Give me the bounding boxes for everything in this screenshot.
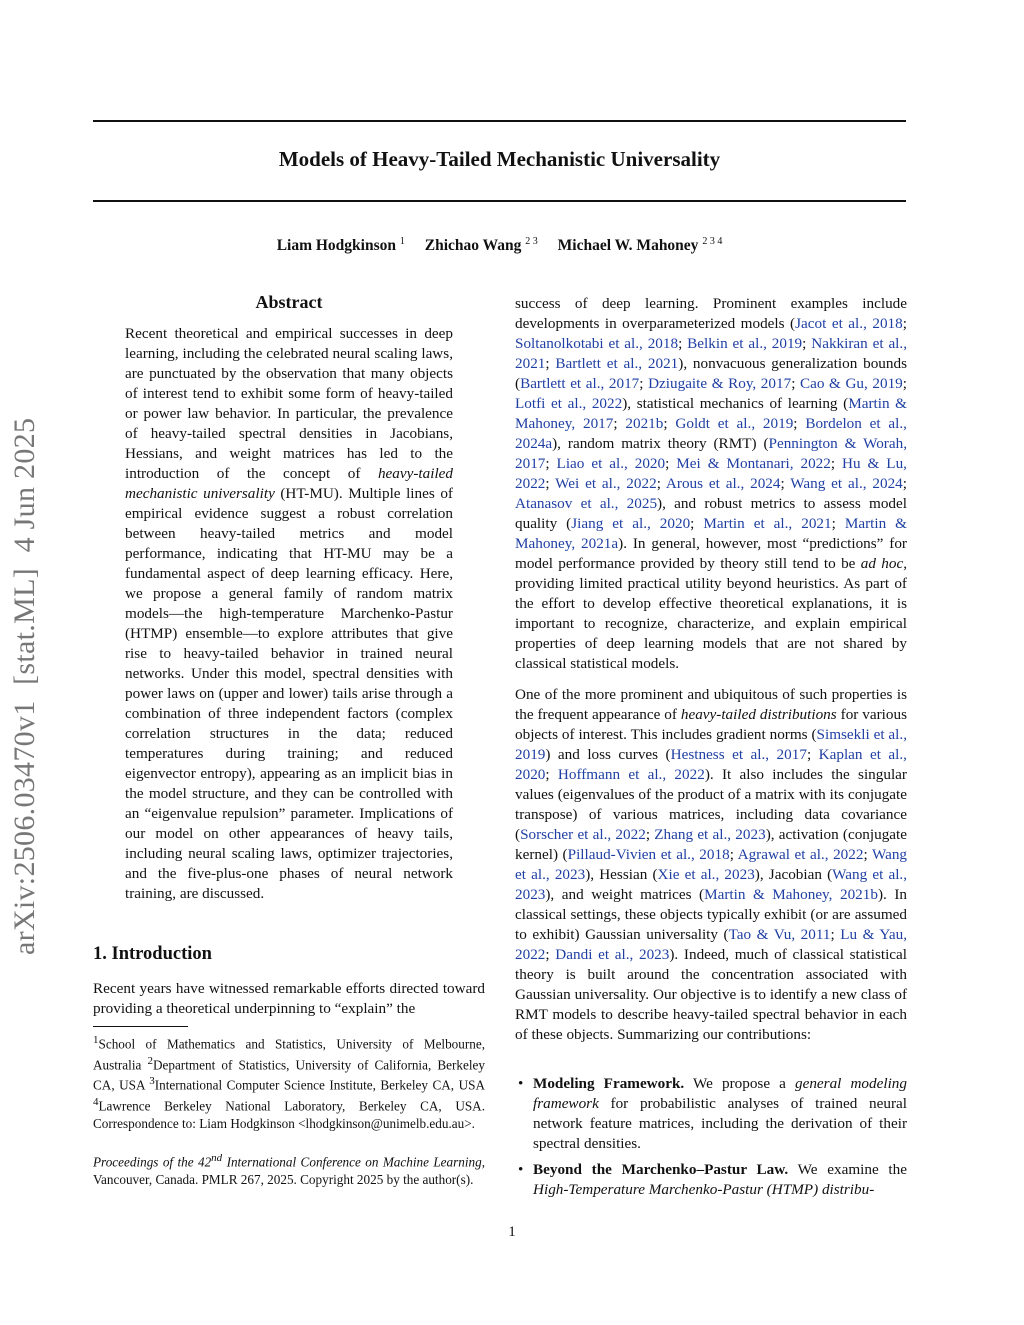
list-item: • Beyond the Marchenko–Pastur Law. We examine the High-Temperature Marchenko-Pastur (HTMP) distribu- xyxy=(518,1161,907,1198)
citation-link[interactable]: Tao & Vu, 2011 xyxy=(728,926,831,943)
footnote-rule xyxy=(93,1026,188,1027)
citation-link[interactable]: Martin & Mahoney, 2021b xyxy=(704,886,878,903)
citation-link[interactable]: Belkin et al., 2019 xyxy=(687,335,803,352)
affiliation-footnote: $^1$School of Mathematics and Statistics, University of Melbourne, Australia $^2$Department of Statistics, University of California, Berkeley CA, USA $^3$International Computer Science Institute, Berkeley CA, USA $^4$Lawrence Berkeley National Laboratory, Berkeley CA, USA. Correspondence to: Liam Hodgkinson <lhodgkinson@unimelb.edu.au>. xyxy=(93,1034,485,1131)
author-affiliation: 2 3 4 xyxy=(702,236,723,247)
citation-link[interactable]: 2021b xyxy=(625,415,664,432)
page-number: 1 xyxy=(508,1224,516,1240)
citation-link[interactable]: Wang et al., 2023 xyxy=(515,846,908,883)
citation-link[interactable]: Bordelon et al., 2024a xyxy=(515,415,907,452)
citation-link[interactable]: Xie et al., 2023 xyxy=(657,866,755,883)
citation-link[interactable]: Hu & Lu, 2022 xyxy=(515,455,907,492)
intro-paragraph: Recent years have witnessed remarkable efforts directed toward providing a theoretical underpinning to “explain” the xyxy=(93,980,485,1017)
citation-link[interactable]: Dziugaite & Roy, 2017 xyxy=(648,375,792,392)
title-rule-top xyxy=(93,120,906,122)
bullet-glyph: • xyxy=(518,1075,524,1092)
citation-link[interactable]: Martin & Mahoney, 2021a xyxy=(515,515,907,552)
citation-link[interactable]: Martin et al., 2021 xyxy=(703,515,832,532)
proceedings-note: Proceedings of the 42nd International Conference on Machine Learning, Vancouver, Canada. PMLR 267, 2025. Copyright 2025 by the author(s). xyxy=(93,1152,485,1187)
citation-link[interactable]: Bartlett et al., 2021 xyxy=(555,355,679,372)
author: Zhichao Wang $^{2 3}$ xyxy=(424,236,538,255)
abstract-text: Recent theoretical and empirical successes in deep learning, including the celebrated neural scaling laws, are punctuated by the observation that many objects of interest tend to exhibit some form of heavy-tailed or power law behavior. In particular, the prevalence of heavy-tailed spectral densities in Jacobians, Hessians, and weight matrices has led to the introduction of the concept of heavy-tailed mechanistic universality (HT-MU). Multiple lines of empirical evidence suggest a robust correlation between heavy-tailed metrics and model performance, indicating that HT-MU may be a fundamental aspect of deep learning efficacy. Here, we propose a general family of random matrix models—the high-temperature Marchenko-Pastur (HTMP) ensemble—to explore attributes that give rise to heavy-tailed behavior in trained neural networks. Under this model, spectral densities with power laws on (upper and lower) tails arise through a combination of three independent factors (complex correlation structures in the data; reduced temperatures during training; and reduced eigenvector entropy), appearing as an implicit bias in the model structure, and they can be controlled with an “eigenvalue repulsion” parameter. Implications of our model on other appearances of heavy tails, including neural scaling laws, optimizer trajectories, and the five-plus-one phases of neural network training, are discussed. xyxy=(125,325,453,902)
bullet-glyph: • xyxy=(518,1161,524,1178)
citation-link[interactable]: Hoffmann et al., 2022 xyxy=(557,766,705,783)
citation-link[interactable]: Pillaud-Vivien et al., 2018 xyxy=(567,846,730,863)
citation-link[interactable]: Jacot et al., 2018 xyxy=(795,315,903,332)
contributions-list xyxy=(515,1074,907,1206)
citation-link[interactable]: Bartlett et al., 2017 xyxy=(520,375,640,392)
citation-link[interactable]: Atanasov et al., 2025 xyxy=(515,495,658,512)
citation-link[interactable]: Simsekli et al., 2019 xyxy=(515,726,907,763)
citation-link[interactable]: Wei et al., 2022 xyxy=(555,475,657,492)
citation-link[interactable]: Sorscher et al., 2022 xyxy=(520,826,646,843)
author-affiliation: 2 3 xyxy=(525,236,538,247)
citation-link[interactable]: Martin & Mahoney, 2017 xyxy=(515,395,907,432)
citation-link[interactable]: Cao & Gu, 2019 xyxy=(800,375,903,392)
section-heading-introduction: 1. Introduction xyxy=(93,944,212,964)
citation-link[interactable]: Wang et al., 2024 xyxy=(790,475,903,492)
citation-link[interactable]: Arous et al., 2024 xyxy=(665,475,781,492)
title-rule-bottom xyxy=(93,200,906,202)
author-affiliation: 1 xyxy=(399,236,405,247)
citation-link[interactable]: Liao et al., 2020 xyxy=(556,455,666,472)
author-list xyxy=(93,236,906,255)
citation-link[interactable]: Agrawal et al., 2022 xyxy=(737,846,864,863)
citation-link[interactable]: Lotfi et al., 2022 xyxy=(515,395,623,412)
citation-link[interactable]: Zhang et al., 2023 xyxy=(654,826,766,843)
intro-paragraph-right-1: success of deep learning. Prominent examples include developments in overparameterized models (Jacot et al., 2018; Soltanolkotabi et al., 2018; Belkin et al., 2019; Nakkiran et al., 2021; Bartlett et al., 2021), nonvacuous generalization bounds (Bartlett et al., 2017; Dziugaite & Roy, 2017; Cao & Gu, 2019; Lotfi et al., 2022), statistical mechanics of learning (Martin & Mahoney, 2017; 2021b; Goldt et al., 2019; Bordelon et al., 2024a), random matrix theory (RMT) (Pennington & Worah, 2017; Liao et al., 2020; Mei & Montanari, 2022; Hu & Lu, 2022; Wei et al., 2022; Arous et al., 2024; Wang et al., 2024; Atanasov et al., 2025), and robust metrics to assess model quality (Jiang et al., 2020; Martin et al., 2021; Martin & Mahoney, 2021a). In general, however, most “predictions” for model performance provided by theory still tend to be ad hoc, providing limited practical utility beyond heuristics. As part of the effort to develop effective theoretical explanations, it is important to recognize, characterize, and explain empirical properties of deep learning models that are not shared by classical statistical models. xyxy=(515,295,907,672)
citation-link[interactable]: Nakkiran et al., 2021 xyxy=(515,335,907,372)
intro-paragraph-right-2: One of the more prominent and ubiquitous of such properties is the frequent appearance of heavy-tailed distributions for various objects of interest. This includes gradient norms (Simsekli et al., 2019) and loss curves (Hestness et al., 2017; Kaplan et al., 2020; Hoffmann et al., 2022). It also includes the singular values (eigenvalues of the product of a matrix with its conjugate transpose) of various matrices, including data covariance (Sorscher et al., 2022; Zhang et al., 2023), activation (conjugate kernel) (Pillaud-Vivien et al., 2018; Agrawal et al., 2022; Wang et al., 2023), Hessian (Xie et al., 2023), Jacobian (Wang et al., 2023), and weight matrices (Martin & Mahoney, 2021b). In classical settings, these objects typically exhibit (or are assumed to exhibit) Gaussian universality (Tao & Vu, 2011; Lu & Yau, 2022; Dandi et al., 2023). Indeed, much of classical statistical theory is built around the concentration associated with Gaussian universality. Our objective is to identify a new class of RMT models to describe heavy-tailed spectral behavior in each of these objects. Summarizing our contributions: xyxy=(515,686,908,1043)
author: Michael W. Mahoney $^{2 3 4}$ xyxy=(557,236,723,255)
author: Liam Hodgkinson $^1$ xyxy=(276,236,405,255)
citation-link[interactable]: Soltanolkotabi et al., 2018 xyxy=(515,335,679,352)
arxiv-identifier: arXiv:2506.03470v1 [stat.ML] 4 Jun 2025 xyxy=(8,417,41,955)
citation-link[interactable]: Wang et al., 2023 xyxy=(515,866,908,903)
citation-link[interactable]: Goldt et al., 2019 xyxy=(675,415,794,432)
citation-link[interactable]: Mei & Montanari, 2022 xyxy=(676,455,831,472)
citation-link[interactable]: Hestness et al., 2017 xyxy=(670,746,807,763)
citation-link[interactable]: Dandi et al., 2023 xyxy=(555,946,670,963)
citation-link[interactable]: Lu & Yau, 2022 xyxy=(515,926,907,963)
list-item: • Modeling Framework. We propose a general modeling framework for probabilistic analyses of trained neural network feature matrices, including the derivation of their spectral densities. xyxy=(518,1075,907,1152)
abstract-heading: Abstract xyxy=(255,292,323,312)
citation-link[interactable]: Kaplan et al., 2020 xyxy=(515,746,907,783)
citation-link[interactable]: Jiang et al., 2020 xyxy=(571,515,691,532)
paper-title: Models of Heavy-Tailed Mechanistic Universality xyxy=(278,147,721,171)
citation-link[interactable]: Pennington & Worah, 2017 xyxy=(515,435,907,472)
